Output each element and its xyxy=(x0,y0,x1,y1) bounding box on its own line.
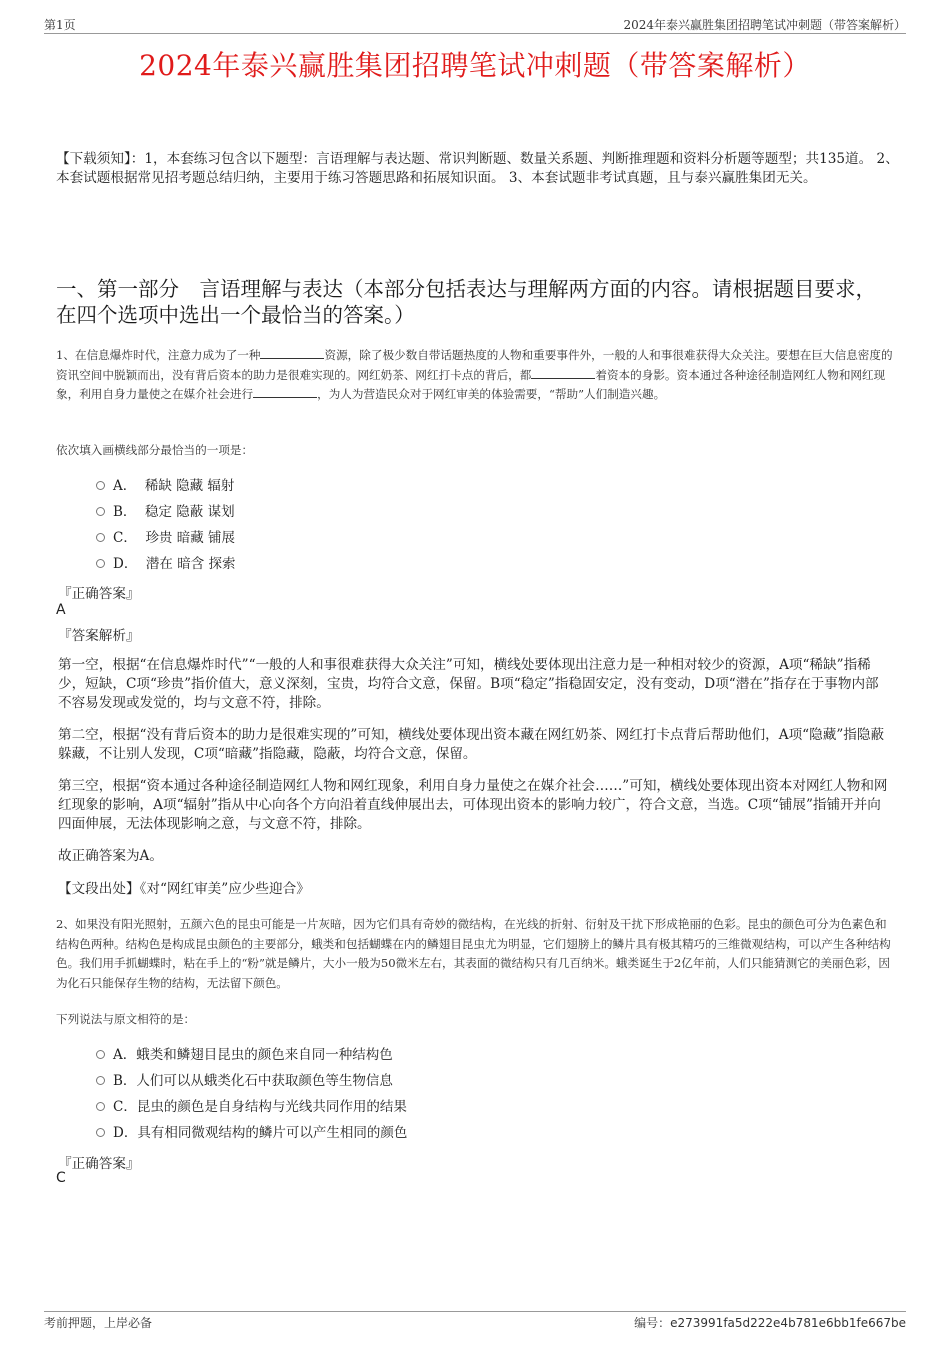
blank-3 xyxy=(253,387,317,398)
section-heading: 一、第一部分 言语理解与表达（本部分包括表达与理解两方面的内容。请根据题目要求，在四个选项中选出一个最恰当的答案。） xyxy=(56,277,876,327)
option-key: B． xyxy=(113,504,137,520)
option-key: D． xyxy=(113,556,138,572)
option-key: A． xyxy=(113,1047,137,1063)
q2-answer-label: 『正确答案』 xyxy=(58,1156,140,1172)
option-text: 珍贵 暗藏 铺展 xyxy=(145,530,236,546)
page-number: 第1页 xyxy=(44,18,76,32)
option-text: 潜在 暗含 探索 xyxy=(145,556,236,572)
radio-button[interactable] xyxy=(96,481,105,490)
q1-source: 【文段出处】《对“网红审美”应少些迎合》 xyxy=(58,881,310,897)
q1-option-c[interactable] xyxy=(96,528,235,548)
document-code xyxy=(634,1314,906,1331)
option-text: 稀缺 隐藏 辐射 xyxy=(144,478,235,494)
option-key: B． xyxy=(113,1073,137,1089)
footer-divider xyxy=(44,1311,906,1312)
option-text: 具有相同微观结构的鳞片可以产生相同的颜色 xyxy=(137,1125,408,1141)
q2-option-b[interactable] xyxy=(96,1071,393,1091)
code-label: 编号： xyxy=(634,1316,671,1330)
option-key: D． xyxy=(113,1125,138,1141)
header-doc-title: 2024年泰兴赢胜集团招聘笔试冲刺题（带答案解析） xyxy=(623,18,906,32)
blank-1 xyxy=(260,348,324,359)
question-2-prompt: 下列说法与原文相符的是： xyxy=(56,1012,196,1026)
option-key: C． xyxy=(113,530,137,546)
question-2-stem: 2、如果没有阳光照射，五颜六色的昆虫可能是一片灰暗，因为它们具有奇妙的微结构，在光线的折射、衍射及干扰下形成艳丽的色彩。昆虫的颜色可分为色素色和结构色两种。结构色是构成昆虫颜色的主要部分，蛾类和包括蝴蝶在内的鳞翅目昆虫尤为明显，它们翅膀上的鳞片具有极其精巧的三维微观结构，可以产生各种结构色。我们用手抓蝴蝶时，粘在手上的“粉”就是鳞片，大小一般为50微米左右，其表面的微结构只有几百纳米。蛾类诞生于2亿年前，人们只能猜测它的美丽色彩，因为化石只能保存生物的结构，无法留下颜色。 xyxy=(56,917,891,990)
q1-answer: A xyxy=(56,602,66,618)
option-text: 人们可以从蛾类化石中获取颜色等生物信息 xyxy=(136,1073,393,1089)
option-key: A． xyxy=(113,478,137,494)
header-divider xyxy=(44,33,906,34)
q1-option-b[interactable] xyxy=(96,502,235,522)
footer-slogan: 考前押题，上岸必备 xyxy=(44,1316,153,1330)
radio-button[interactable] xyxy=(96,1076,105,1085)
radio-button[interactable] xyxy=(96,559,105,568)
q1-stem-part-a: 1、在信息爆炸时代，注意力成为了一种 xyxy=(56,348,261,362)
radio-button[interactable] xyxy=(96,1128,105,1137)
q1-answer-label: 『正确答案』 xyxy=(58,586,140,602)
q2-option-c[interactable] xyxy=(96,1097,407,1117)
q1-analysis-para-2: 第二空，根据“没有背后资本的助力是很难实现的”可知，横线处要体现出资本藏在网红奶茶、网红打卡点背后帮助他们，A项“隐藏”指隐蔽躲藏，不让别人发现，C项“暗藏”指隐藏，隐蔽，均符合文意，保留。 xyxy=(58,727,885,762)
q1-stem-part-d: ，为人为营造民众对于网红审美的体验需要，“帮助”人们制造兴趣。 xyxy=(317,387,666,401)
q1-option-d[interactable] xyxy=(96,554,236,574)
radio-button[interactable] xyxy=(96,507,105,516)
q2-option-d[interactable] xyxy=(96,1123,407,1143)
blank-2 xyxy=(531,368,595,379)
question-1-stem xyxy=(56,346,898,405)
q1-analysis-para-3: 第三空，根据“资本通过各种途径制造网红人物和网红现象，利用自身力量使之在媒介社会……”可知，横线处要体现出资本对网红人物和网红现象的影响，A项“辐射”指从中心向各个方向沿着直线伸展出去，可体现出资本的影响力较广，符合文意，当选。C项“铺展”指铺开并向四面伸展，无法体现影响之意，与文意不符，排除。 xyxy=(58,778,888,832)
q1-analysis-conclusion: 故正确答案为A。 xyxy=(58,848,163,864)
option-key: C． xyxy=(113,1099,137,1115)
q2-answer: C xyxy=(56,1170,66,1186)
option-text: 蛾类和鳞翅目昆虫的颜色来自同一种结构色 xyxy=(136,1047,393,1063)
option-text: 昆虫的颜色是自身结构与光线共同作用的结果 xyxy=(136,1099,407,1115)
download-notice: 【下载须知】：1，本套练习包含以下题型：言语理解与表达题、常识判断题、数量关系题、判断推理题和资料分析题等题型；共135道。 2、本套试题根据常见招考题总结归纳，主要用于练习答题思路和拓展知识面。 3、本套试题非考试真题，且与泰兴赢胜集团无关。 xyxy=(56,151,899,186)
radio-button[interactable] xyxy=(96,1102,105,1111)
q2-option-a[interactable] xyxy=(96,1045,393,1065)
q1-analysis-para-1: 第一空，根据“在信息爆炸时代”“一般的人和事很难获得大众关注”可知，横线处要体现出注意力是一种相对较少的资源，A项“稀缺”指稀少，短缺，C项“珍贵”指价值大，意义深刻，宝贵，均符合文意，保留。B项“稳定”指稳固安定，没有变动，D项“潜在”指存在于事物内部不容易发现或发觉的，均与文意不符，排除。 xyxy=(58,657,879,711)
q1-stem-part-b: 资源，除了极少数自带话题热度的人物和重要事件外，一般的人和事很难获得大众关注。要想在巨大信息密度的资讯空间中脱颖而出，没有背后资本的助力是很难实现的。网红奶茶、网红打卡点的背后，都 xyxy=(56,348,893,382)
radio-button[interactable] xyxy=(96,533,105,542)
q1-stem-part-c: 着资本的身影。资本通过各种途径制造网红人物和网红现象，利用自身力量使之在媒介社会进行 xyxy=(56,367,886,401)
question-1-prompt: 依次填入画横线部分最恰当的一项是： xyxy=(56,443,254,457)
option-text: 稳定 隐蔽 谋划 xyxy=(145,504,235,520)
page-title: 2024年泰兴赢胜集团招聘笔试冲刺题（带答案解析） xyxy=(139,49,811,82)
q1-option-a[interactable] xyxy=(96,476,234,496)
code-value: e273991fa5d222e4b781e6bb1fe667be xyxy=(670,1316,906,1330)
radio-button[interactable] xyxy=(96,1050,105,1059)
q1-analysis-label: 『答案解析』 xyxy=(58,628,140,644)
